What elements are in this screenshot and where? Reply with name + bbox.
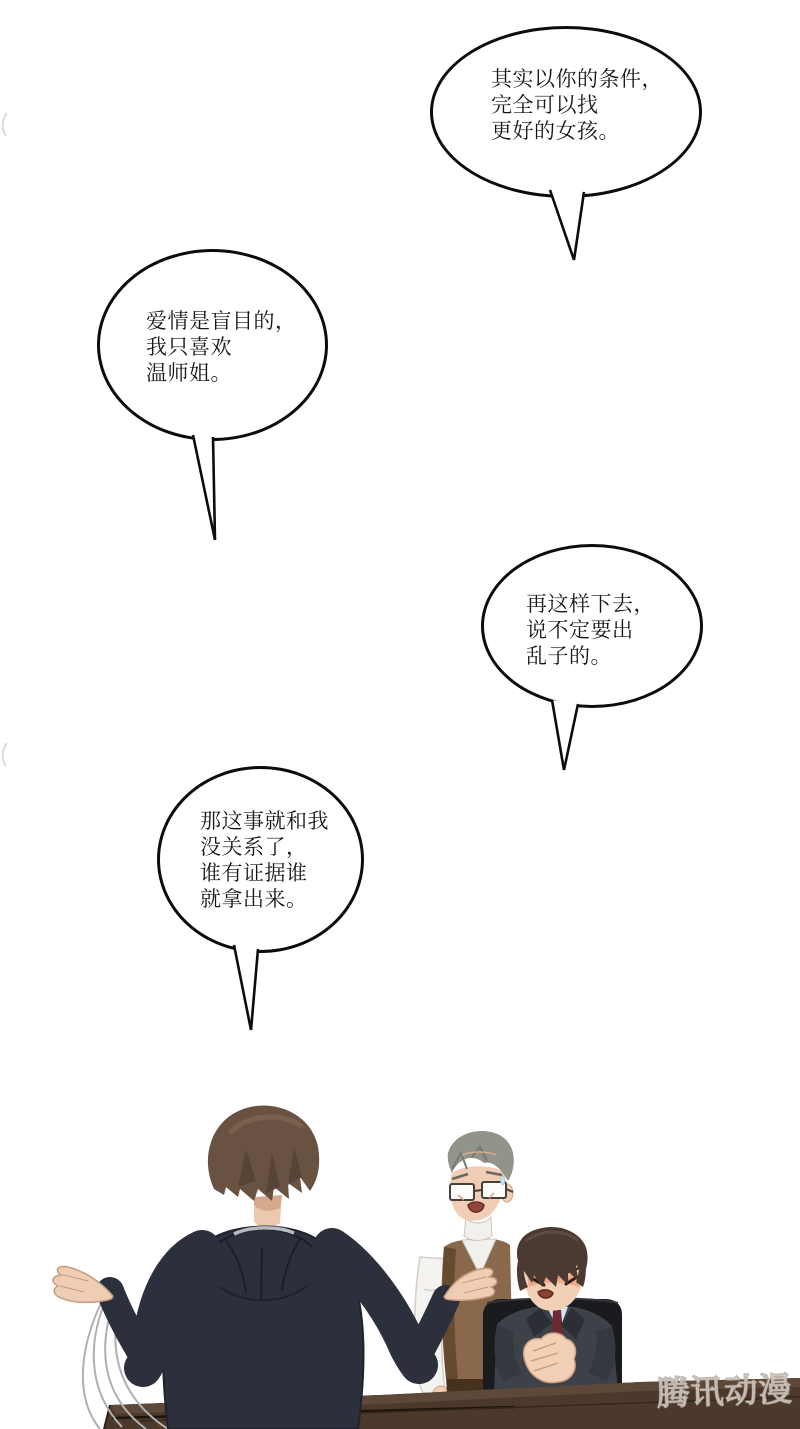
bubble-text-line: 乱子的。 xyxy=(526,645,612,668)
bubble-text-line: 就拿出来。 xyxy=(200,888,308,911)
bubble-1-tail xyxy=(546,186,588,262)
bubble-4-tail xyxy=(226,936,266,1036)
bubble-4-text xyxy=(200,809,329,913)
bubble-text-line: 那这事就和我 xyxy=(200,810,329,833)
bubble-text-line: 完全可以找 xyxy=(491,94,599,117)
watermark: 腾讯动漫 xyxy=(655,1370,794,1412)
speech-bubble-4 xyxy=(157,766,364,953)
page-edge-mark xyxy=(0,740,10,770)
speech-bubble-1 xyxy=(430,26,702,198)
bubble-2-text xyxy=(146,309,297,387)
bubble-text-line: 爱情是盲目的， xyxy=(146,310,297,333)
scene-illustration xyxy=(0,1089,800,1429)
bubble-1-text xyxy=(491,67,663,145)
bubble-text-line: 更好的女孩。 xyxy=(491,120,620,143)
bubble-3-tail xyxy=(544,692,588,776)
page-edge-mark xyxy=(0,110,10,140)
speech-bubble-2 xyxy=(97,249,328,441)
bubble-text-line: 说不定要出 xyxy=(526,619,634,642)
bubble-text-line: 我只喜欢 xyxy=(146,336,232,359)
bubble-text-line: 再这样下去， xyxy=(526,593,655,616)
bubble-text-line: 其实以你的条件， xyxy=(491,68,663,91)
bubble-text-line: 没关系了， xyxy=(200,836,308,859)
bubble-3-text xyxy=(526,592,655,670)
bubble-2-tail xyxy=(186,428,234,548)
bubble-text-line: 温师姐。 xyxy=(146,362,232,385)
bubble-text-line: 谁有证据谁 xyxy=(200,862,308,885)
speech-bubble-3 xyxy=(481,544,703,708)
